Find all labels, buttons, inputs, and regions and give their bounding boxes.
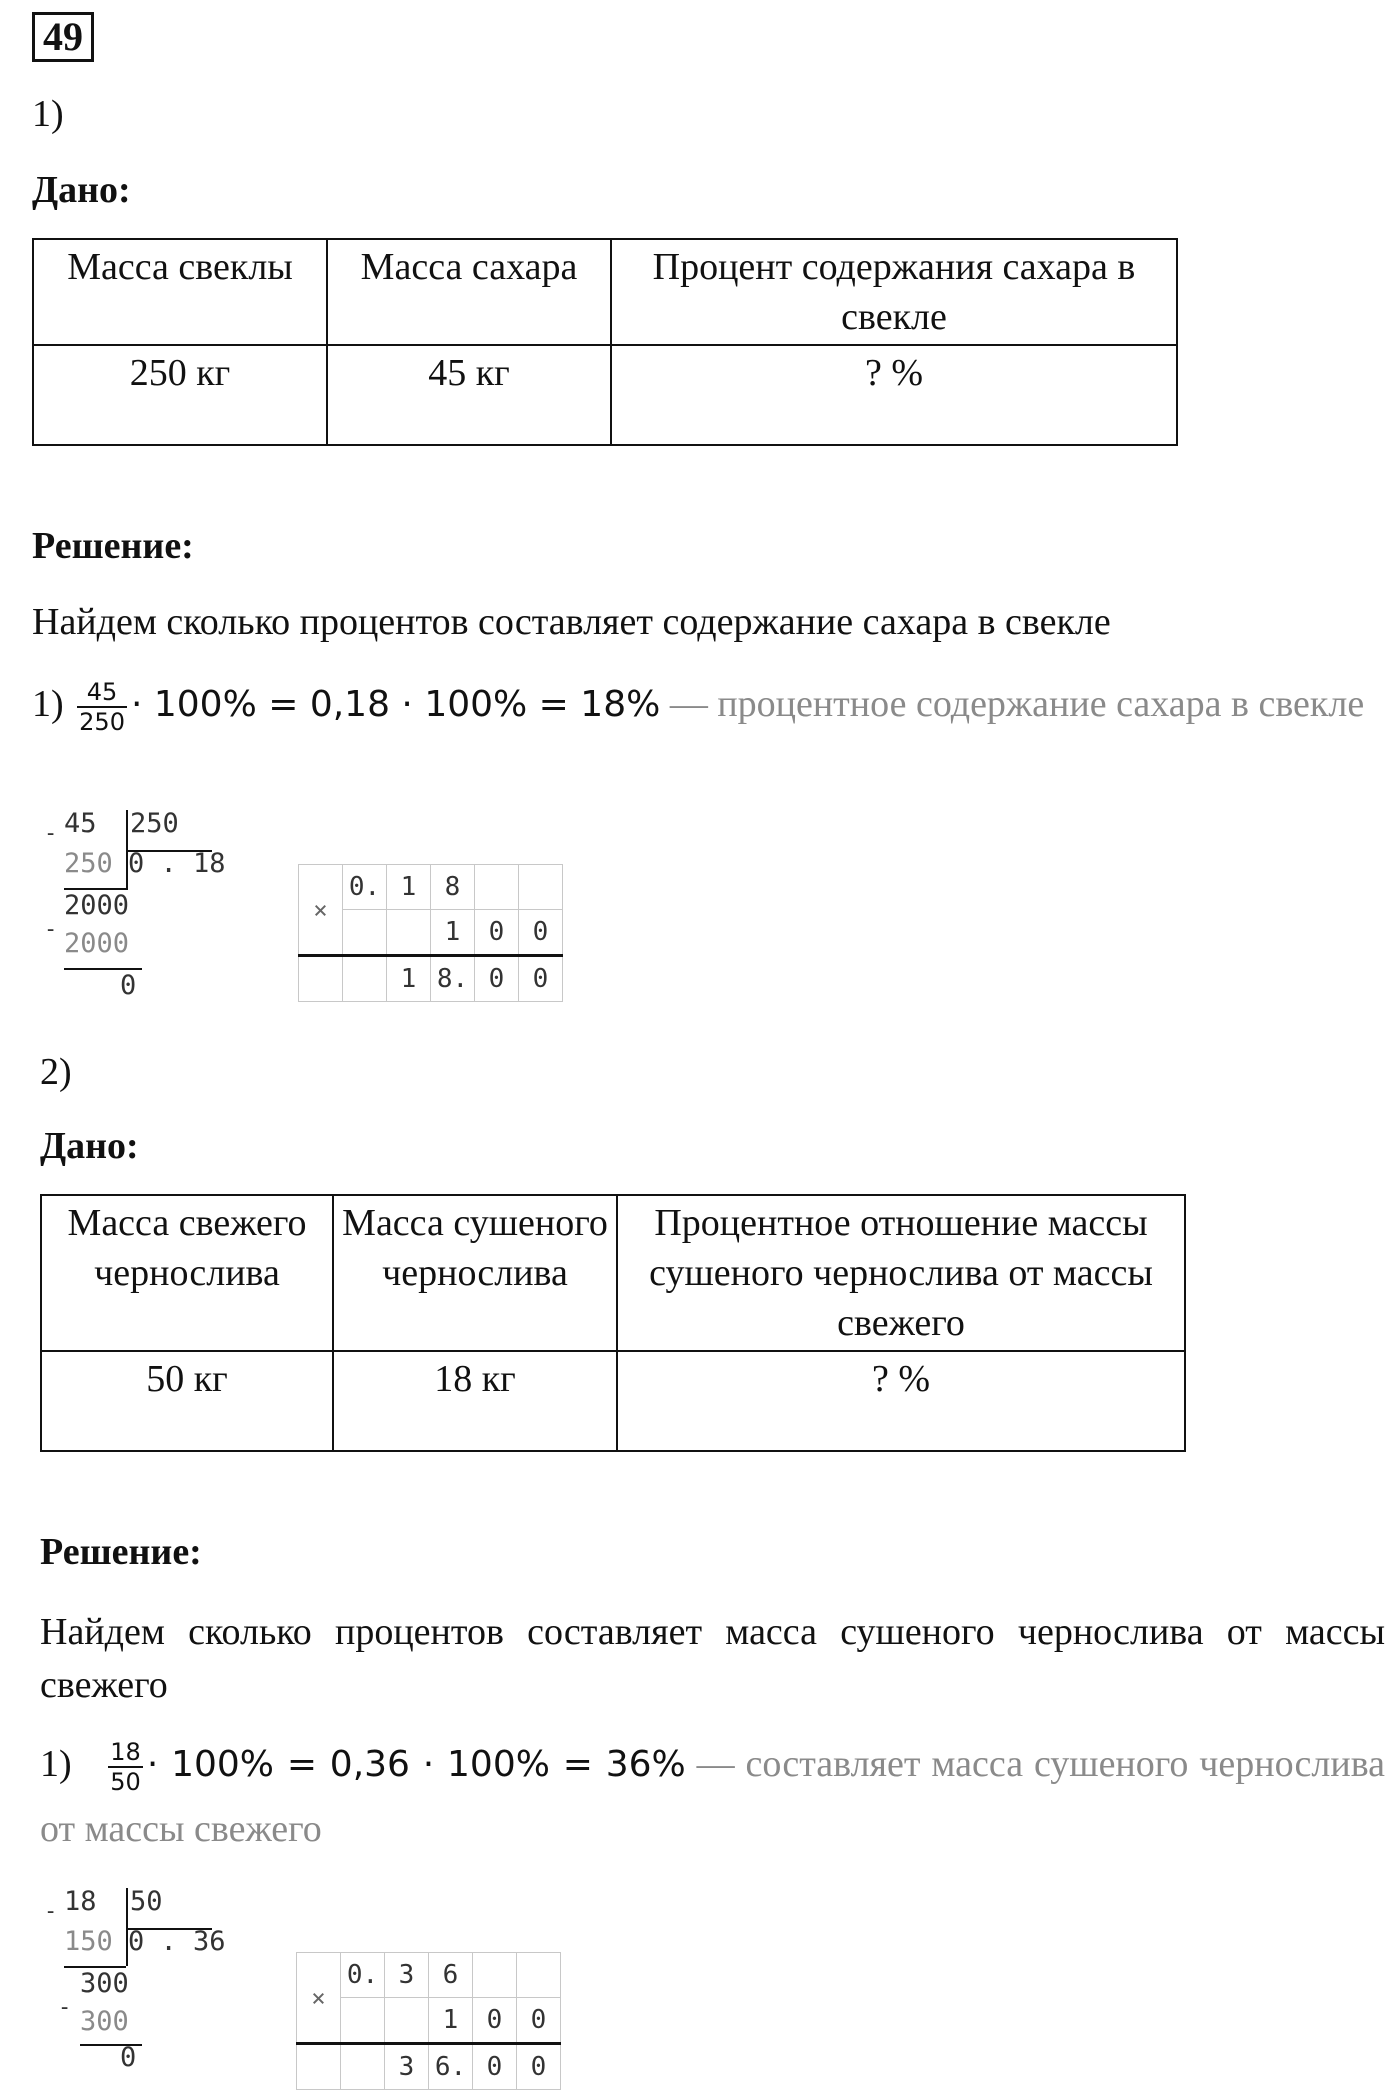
part1-div-divisor: 250 [130, 808, 179, 839]
part1-mult-cell: 0 [475, 910, 519, 956]
part2-label: 2) [40, 1051, 72, 1093]
part1-div-sub1: 250 [64, 848, 113, 879]
part1-step-number: 1) [32, 683, 64, 725]
part1-mult-cell: 1 [431, 910, 475, 956]
part1-mult-cell [299, 956, 343, 1002]
part1-div-quotient: 0 . 18 [128, 848, 226, 879]
part1-mult-cell: 8 [431, 865, 475, 910]
part1-mult-cell: 0. [343, 865, 387, 910]
part2-mult-cell: 3 [385, 2044, 429, 2090]
part1-div-rem1: 2000 [64, 890, 130, 921]
part1-header-sugar-percent: Процент содержания сахара в свекле [611, 239, 1177, 345]
part2-mult-cell: 6. [429, 2044, 473, 2090]
part1-mult-cell [343, 956, 387, 1002]
part1-given-label: Дано: [32, 169, 131, 211]
part1-mult-cell [519, 865, 563, 910]
part1-header-sugar-mass: Масса сахара [327, 239, 611, 345]
part1-mult-cell: 0 [519, 910, 563, 956]
part1-explanation: — процентное содержание сахара в свекле [669, 683, 1365, 725]
part2-intro: Найдем сколько процентов составляет масса сушеного чернослива от массы свежего [40, 1611, 1385, 1706]
part2-fraction-denominator: 50 [110, 1768, 141, 1797]
part1-div-dividend: 45 [64, 808, 97, 839]
part1-mult-cell: 0 [519, 956, 563, 1002]
part2-formula-line [40, 1732, 1385, 1861]
part2-fraction-numerator: 18 [110, 1738, 141, 1767]
part2-formula: · 100% = 0,36 · 100% = 36% [146, 1744, 686, 1785]
part1-value-sugar-mass: 45 кг [327, 345, 611, 445]
part1-value-beet-mass: 250 кг [33, 345, 327, 445]
part2-div-rem1: 300 [80, 1968, 129, 1999]
part1-fraction-numerator: 45 [77, 678, 127, 708]
part2-mult-sign: × [297, 1953, 341, 2044]
part2-header-dried-mass: Масса сушеного чернослива [333, 1195, 617, 1351]
part2-mult-cell [341, 1998, 385, 2044]
part2-value-dried-mass: 18 кг [333, 1351, 617, 1451]
part2-explanation: — составляет масса сушеного чернослива от массы свежего [40, 1743, 1386, 1850]
task-number: 49 [32, 12, 94, 62]
part2-multiplication-grid [296, 1952, 561, 2090]
part2-mult-cell [297, 2044, 341, 2090]
part2-mult-cell: 0 [473, 2044, 517, 2090]
part1-long-division [44, 810, 224, 1020]
part2-mult-cell: 0 [517, 2044, 561, 2090]
part2-mult-cell: 0. [341, 1953, 385, 1998]
part2-header-fresh-mass: Масса свежего чернослива [41, 1195, 333, 1351]
part2-div-divisor: 50 [130, 1886, 163, 1917]
part2-header-percent-ratio: Процентное отношение массы сушеного чернослива от массы свежего [617, 1195, 1185, 1351]
part1-mult-cell [475, 865, 519, 910]
part1-mult-cell: 1 [387, 865, 431, 910]
part1-div-minus-1: - [44, 821, 58, 846]
part2-div-minus-1: - [44, 1899, 58, 1924]
part1-fraction [77, 678, 127, 736]
part1-given-table [32, 238, 1178, 446]
part1-div-minus-2: - [44, 917, 58, 942]
part1-div-sub2: 2000 [64, 928, 130, 959]
part2-mult-cell [385, 1998, 429, 2044]
part1-intro: Найдем сколько процентов составляет содержание сахара в свекле [32, 601, 1111, 643]
part2-mult-cell: 3 [385, 1953, 429, 1998]
part2-div-dividend: 18 [64, 1886, 97, 1917]
part1-mult-cell [343, 910, 387, 956]
part2-mult-cell: 0 [517, 1998, 561, 2044]
part2-fraction [108, 1738, 143, 1796]
part1-formula-line [32, 672, 1382, 737]
part2-mult-cell [473, 1953, 517, 1998]
part2-mult-cell: 0 [473, 1998, 517, 2044]
part2-given-label: Дано: [40, 1125, 139, 1167]
part2-long-division [44, 1888, 224, 2078]
part2-div-quotient: 0 . 36 [128, 1926, 226, 1957]
part1-mult-cell: 0 [475, 956, 519, 1002]
part2-mult-cell: 6 [429, 1953, 473, 1998]
part1-value-sugar-percent: ? % [611, 345, 1177, 445]
part1-label: 1) [32, 93, 64, 135]
part2-div-rem2: 0 [120, 2042, 137, 2073]
part2-div-sub2: 300 [80, 2006, 129, 2037]
part2-value-percent-ratio: ? % [617, 1351, 1185, 1451]
part1-header-beet-mass: Масса свеклы [33, 239, 327, 345]
part1-fraction-denominator: 250 [79, 708, 125, 737]
part1-mult-cell: 8. [431, 956, 475, 1002]
part1-mult-cell: 1 [387, 956, 431, 1002]
part1-mult-sign: × [299, 865, 343, 956]
part1-solution-label: Решение: [32, 525, 194, 567]
part2-value-fresh-mass: 50 кг [41, 1351, 333, 1451]
part2-solution-label: Решение: [40, 1531, 202, 1573]
part1-mult-cell [387, 910, 431, 956]
part2-given-table [40, 1194, 1186, 1452]
part1-div-rem2: 0 [120, 970, 137, 1001]
part1-formula: · 100% = 0,18 · 100% = 18% [130, 684, 661, 725]
part2-div-minus-2: - [58, 1995, 72, 2020]
part2-mult-cell [517, 1953, 561, 1998]
part2-step-number: 1) [40, 1743, 72, 1785]
part2-mult-cell: 1 [429, 1998, 473, 2044]
part1-multiplication-grid [298, 864, 563, 1002]
part2-div-sub1: 150 [64, 1926, 113, 1957]
part2-mult-cell [341, 2044, 385, 2090]
